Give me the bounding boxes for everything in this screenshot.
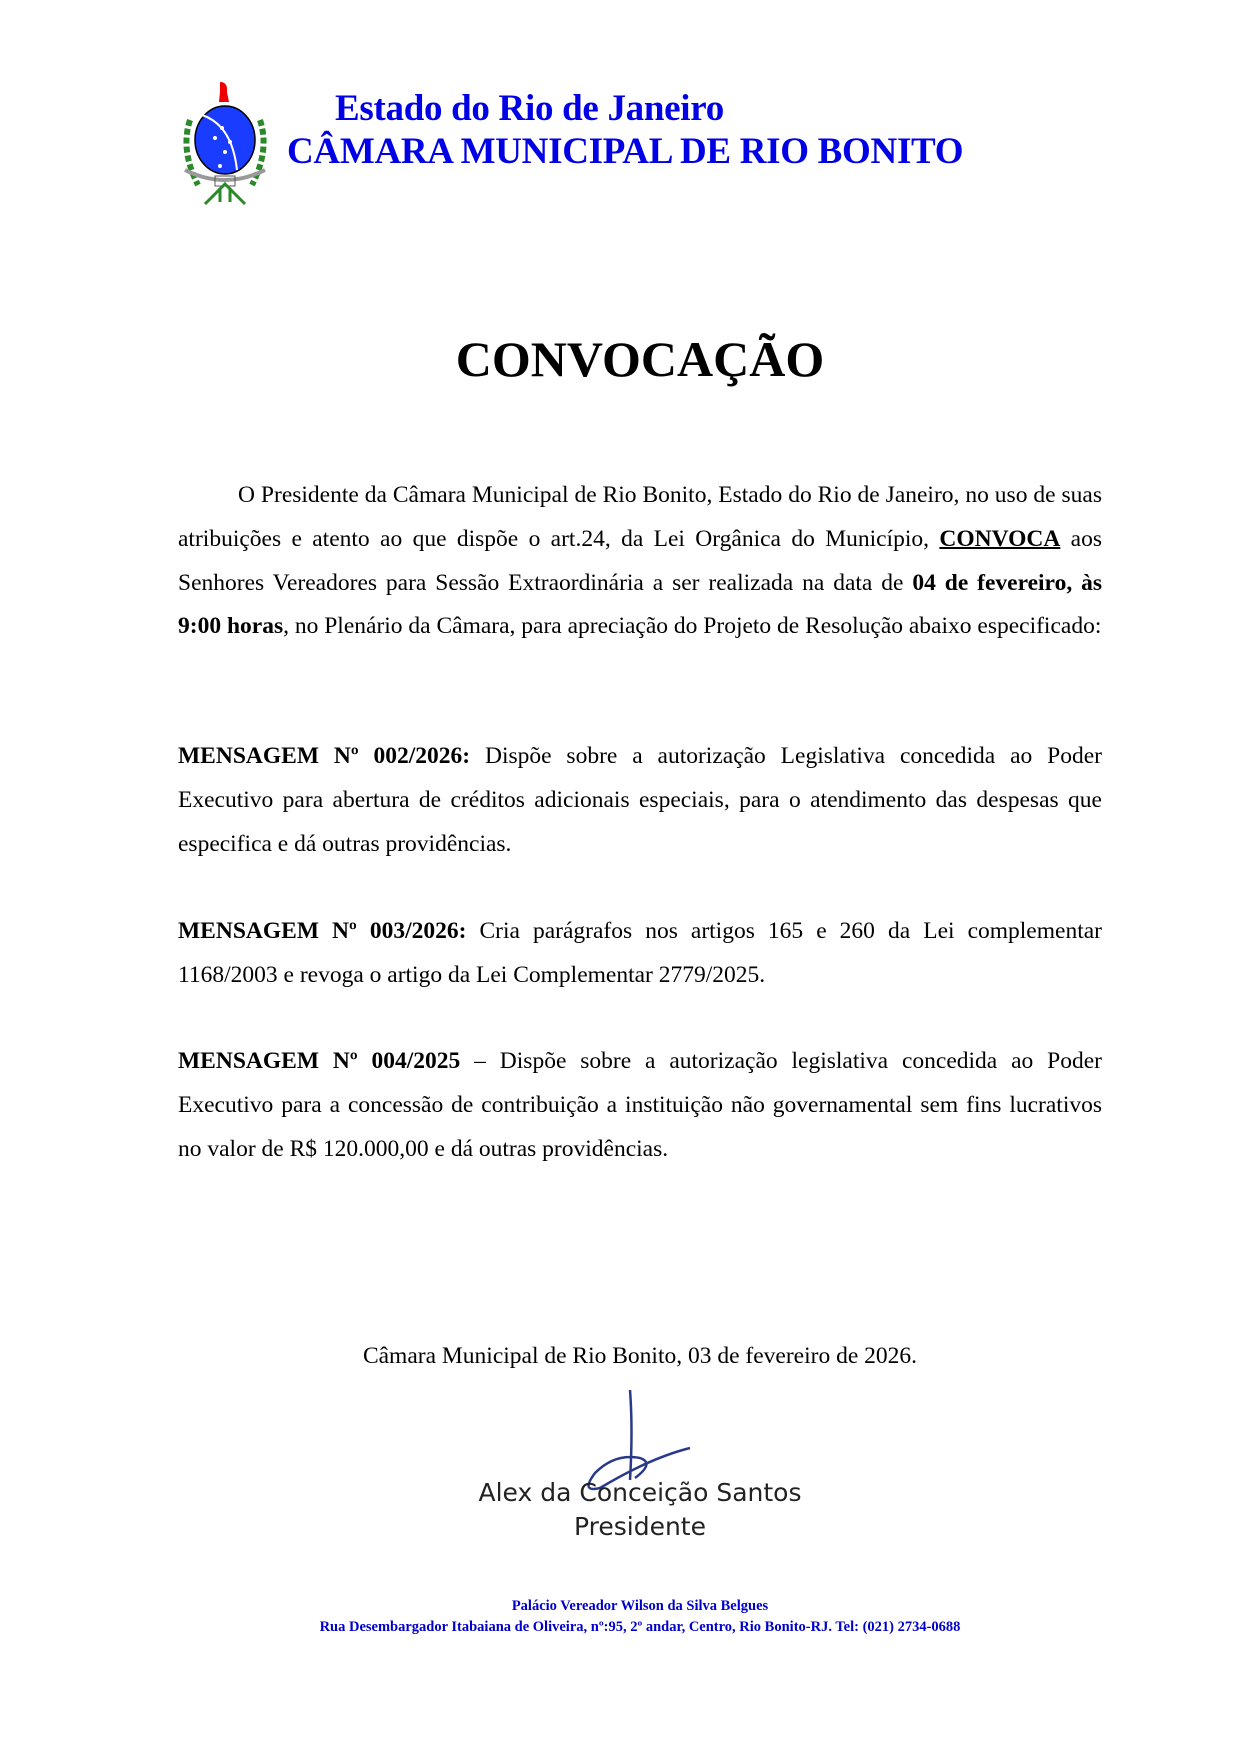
footer-building: Palácio Vereador Wilson da Silva Belgues [511, 1598, 769, 1614]
footer-address: Rua Desembargador Itabaiana de Oliveira, nº:95, 2º andar, Centro, Rio Bonito-RJ. Tel: (021) 2734-0688 [319, 1619, 961, 1635]
message-label: MENSAGEM Nº 003/2026: [178, 918, 467, 944]
message-text: – Dispõe sobre a autorização legislativa concedida ao Poder Executivo para a concessão de contribuição a instituição não governamental sem fins lucrativos no valor de R$ 120.000,00 e dá outras providências. [178, 1048, 1102, 1162]
intro-text: O Presidente da Câmara Municipal de Rio Bonito, Estado do Rio de Janeiro, no uso de suas atribuições e atento ao que dispõe o art.24, da Lei Orgânica do Município, [178, 482, 1102, 552]
message-label: MENSAGEM Nº 004/2025 [178, 1048, 461, 1074]
intro-paragraph [178, 474, 1102, 649]
message-item [178, 735, 1102, 866]
message-item [178, 1040, 1102, 1171]
signatory-name: Alex da Conceição Santos [478, 1478, 802, 1507]
signatory-role: Presidente [574, 1512, 706, 1541]
message-label: MENSAGEM Nº 002/2026: [178, 743, 471, 769]
session-date-time: 04 de fevereiro, às 9:00 horas [178, 569, 1102, 640]
message-text: Cria parágrafos nos artigos 165 e 260 da Lei complementar 1168/2003 e revoga o artigo da Lei Complementar 2779/2025. [178, 918, 1102, 988]
message-item [178, 910, 1102, 998]
intro-text: aos Senhores Vereadores para Sessão Extraordinária a ser realizada na data de [178, 525, 1102, 596]
state-name: Estado do Rio de Janeiro [335, 88, 724, 129]
message-text: Dispõe sobre a autorização Legislativa concedida ao Poder Executivo para abertura de créditos adicionais especiais, para o atendimento das despesas que especifica e dá outras providências. [178, 743, 1102, 857]
page-title: CONVOCAÇÃO [455, 331, 825, 387]
chamber-name: CÂMARA MUNICIPAL DE RIO BONITO [287, 131, 964, 172]
place-date: Câmara Municipal de Rio Bonito, 03 de fevereiro de 2026. [362, 1343, 918, 1369]
convoca-emphasis: CONVOCA [939, 525, 1061, 552]
coat-of-arms-logo [180, 80, 270, 206]
intro-text: , no Plenário da Câmara, para apreciação do Projeto de Resolução abaixo especificado: [283, 613, 1102, 640]
